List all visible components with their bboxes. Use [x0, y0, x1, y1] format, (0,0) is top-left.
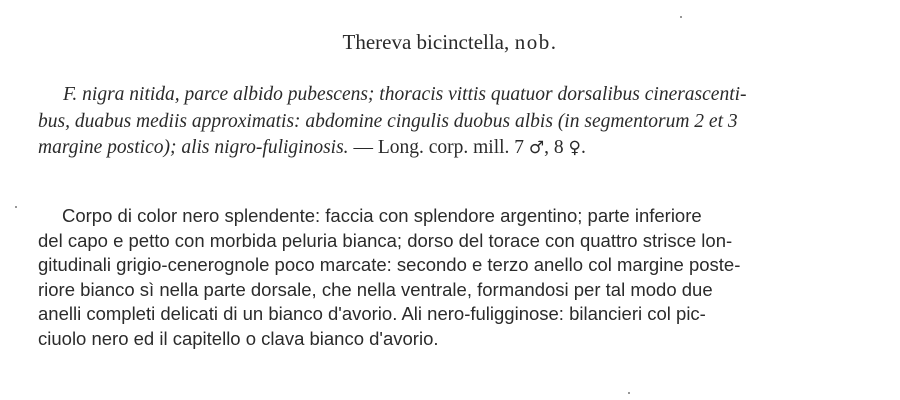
description-line: gitudinali grigio-cenerognole poco marcate: secondo e terzo anello col margine poste-: [38, 254, 741, 275]
measure-separator: , 8: [544, 137, 564, 158]
paper-speck: [628, 392, 630, 394]
paper-speck: [15, 206, 17, 208]
diagnosis-line-last: [38, 135, 876, 162]
female-symbol: ♀: [568, 138, 581, 158]
latin-diagnosis: [38, 82, 876, 162]
description-line: Corpo di color nero splendente: faccia con splendore argentino; parte inferiore: [62, 205, 702, 226]
male-symbol: ♂: [528, 138, 545, 158]
description-line: del capo e petto con morbida peluria bianca; dorso del torace con quattro strisce lon-: [38, 229, 733, 251]
body-length-measure: — Long. corp. mill. 7: [353, 137, 525, 158]
measure-end: .: [581, 137, 586, 158]
diagnosis-line-text: margine postico); alis nigro-fuliginosis.: [38, 137, 349, 158]
italian-description: [38, 204, 876, 351]
species-title: [0, 30, 900, 55]
paper-speck: [680, 16, 682, 18]
description-line: ciuolo nero ed il capitello o clava bianco d'avorio.: [38, 327, 439, 349]
description-line: anelli completi delicati di un bianco d'avorio. Ali nero-fuligginose: bilancieri col pic-: [38, 303, 706, 324]
species-author: nob.: [514, 30, 558, 54]
description-line: riore bianco sì nella parte dorsale, che nella ventrale, formandosi per tal modo due: [38, 278, 713, 300]
diagnosis-line: bus, duabus mediis approximatis: abdomine cingulis duobus albis (in segmentorum 2 et 3: [38, 110, 738, 132]
species-name: Thereva bicinctella,: [342, 30, 510, 54]
diagnosis-line: F. nigra nitida, parce albido pubescens; thoracis vittis quatuor dorsalibus cinerascenti-: [63, 84, 747, 105]
